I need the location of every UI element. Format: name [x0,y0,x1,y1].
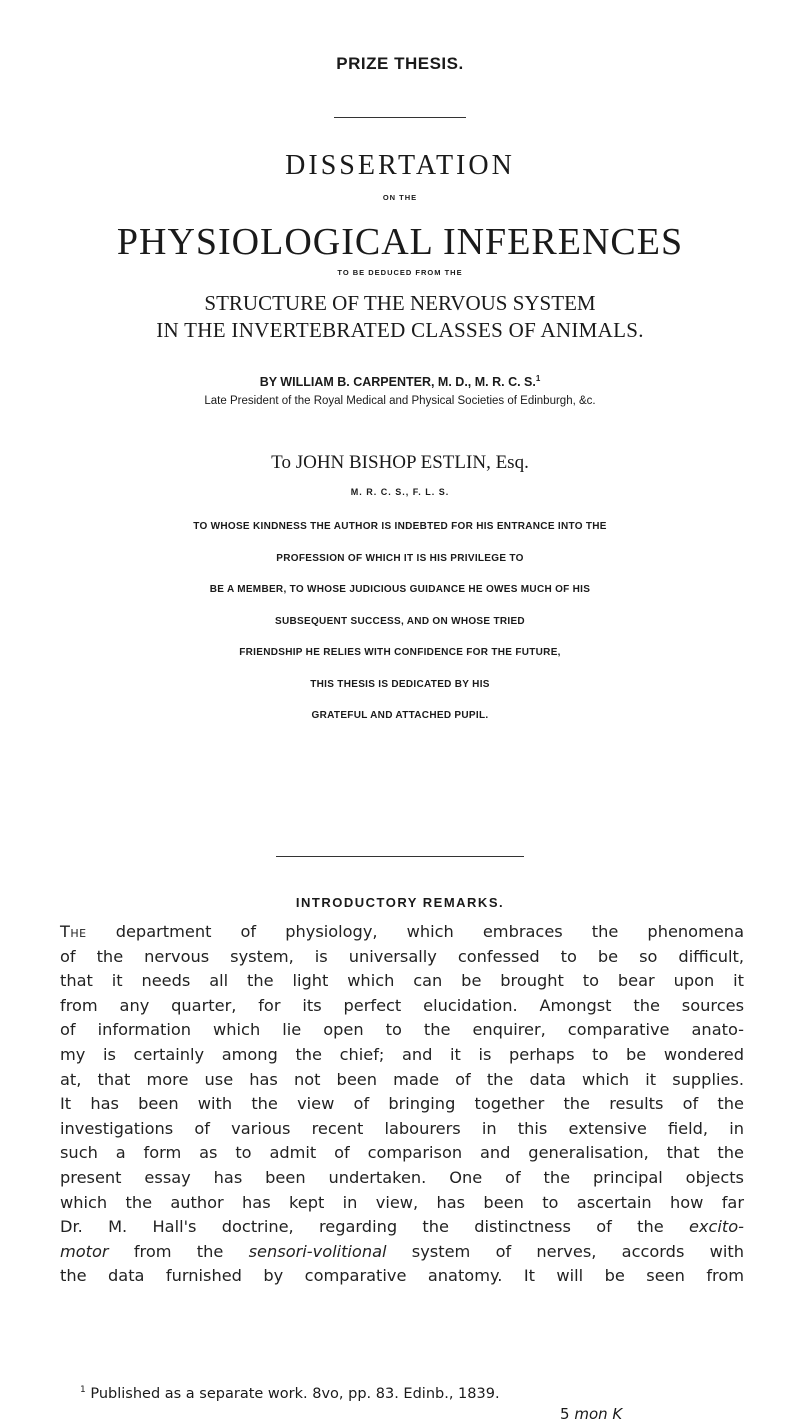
body-line: motor from the sensori-volitional system of nerves, accords with [60,1241,744,1261]
body-line: The department of physiology, which embraces the phenomena [60,922,744,941]
title-structure-line2: IN THE INVERTEBRATED CLASSES OF ANIMALS. [156,318,644,342]
dedication-to: To JOHN BISHOP ESTLIN, Esq. [271,452,529,473]
body-line: which the author has kept in view, has been to ascertain how far [60,1192,744,1212]
signature-mark [560,1405,622,1423]
italic-excito: excito- [688,1217,744,1237]
body-line: such a form as to admit of comparison and generalisation, that the [60,1143,744,1163]
footnote-mark: 1 [80,1385,86,1395]
signature-text: mon K [574,1405,623,1423]
dedication-line: FRIENDSHIP HE RELIES WITH CONFIDENCE FOR THE FUTURE, [239,647,561,658]
footnote-text: Published as a separate work. 8vo, pp. 83. Edinb., 1839. [90,1385,500,1402]
body-line: present essay has been undertaken. One of the principal objects [60,1167,744,1187]
author-by-line [0,374,800,389]
dedication-line: SUBSEQUENT SUCCESS, AND ON WHOSE TRIED [275,615,525,627]
title-deduced: TO BE DEDUCED FROM THE [337,268,463,277]
body-line: from any quarter, for its perfect elucidation. Amongst the sources [60,995,744,1015]
author-affiliation: Late President of the Royal Medical and Physical Societies of Edinburgh, &c. [204,395,596,407]
body-line: investigations of various recent labourers in this extensive field, in [60,1118,744,1138]
italic-sensori: sensori-volitional [248,1241,387,1261]
author-footnote-mark: 1 [535,374,541,383]
first-word: The [60,922,87,941]
footnote [80,1385,740,1402]
body-line: at, that more use has not been made of the data which it supplies. [60,1069,744,1089]
dedication-line: TO WHOSE KINDNESS THE AUTHOR IS INDEBTED FOR HIS ENTRANCE INTO THE [193,521,607,532]
top-divider [334,117,466,118]
dedication-line: THIS THESIS IS DEDICATED BY HIS [310,678,490,690]
intro-body [60,920,744,1289]
title-structure-line1: STRUCTURE OF THE NERVOUS SYSTEM [204,291,596,315]
body-line: of the nervous system, is universally confessed to be so difficult, [60,946,744,966]
dedication-credentials: M. R. C. S., F. L. S. [350,487,450,497]
body-line: that it needs all the light which can be brought to bear upon it [60,971,744,991]
body-line: of information which lie open to the enquirer, comparative anato- [60,1020,744,1040]
body-line: It has been with the view of bringing together the results of the [60,1094,744,1114]
body-line: my is certainly among the chief; and it is perhaps to be wondered [60,1044,744,1064]
italic-motor: motor [60,1241,109,1261]
body-line: Dr. M. Hall's doctrine, regarding the distinctness of the excito- [60,1217,744,1237]
dedication-line: GRATEFUL AND ATTACHED PUPIL. [311,710,489,721]
section-divider [276,856,524,857]
running-head: PRIZE THESIS. [336,54,464,73]
author-name: BY WILLIAM B. CARPENTER, M. D., M. R. C. S. [259,375,536,390]
dedication-line: PROFESSION OF WHICH IT IS HIS PRIVILEGE TO [276,552,524,564]
body-line: the data furnished by comparative anatomy. It will be seen from [60,1266,744,1286]
dedication-text [0,511,800,732]
signature-number: 5 [560,1405,570,1423]
title-on-the: ON THE [382,193,418,202]
title-main: PHYSIOLOGICAL INFERENCES [116,221,684,263]
dedication-line: BE A MEMBER, TO WHOSE JUDICIOUS GUIDANCE HE OWES MUCH OF HIS [209,584,591,595]
intro-heading: INTRODUCTORY REMARKS. [295,895,505,910]
title-dissertation: DISSERTATION [285,150,515,181]
